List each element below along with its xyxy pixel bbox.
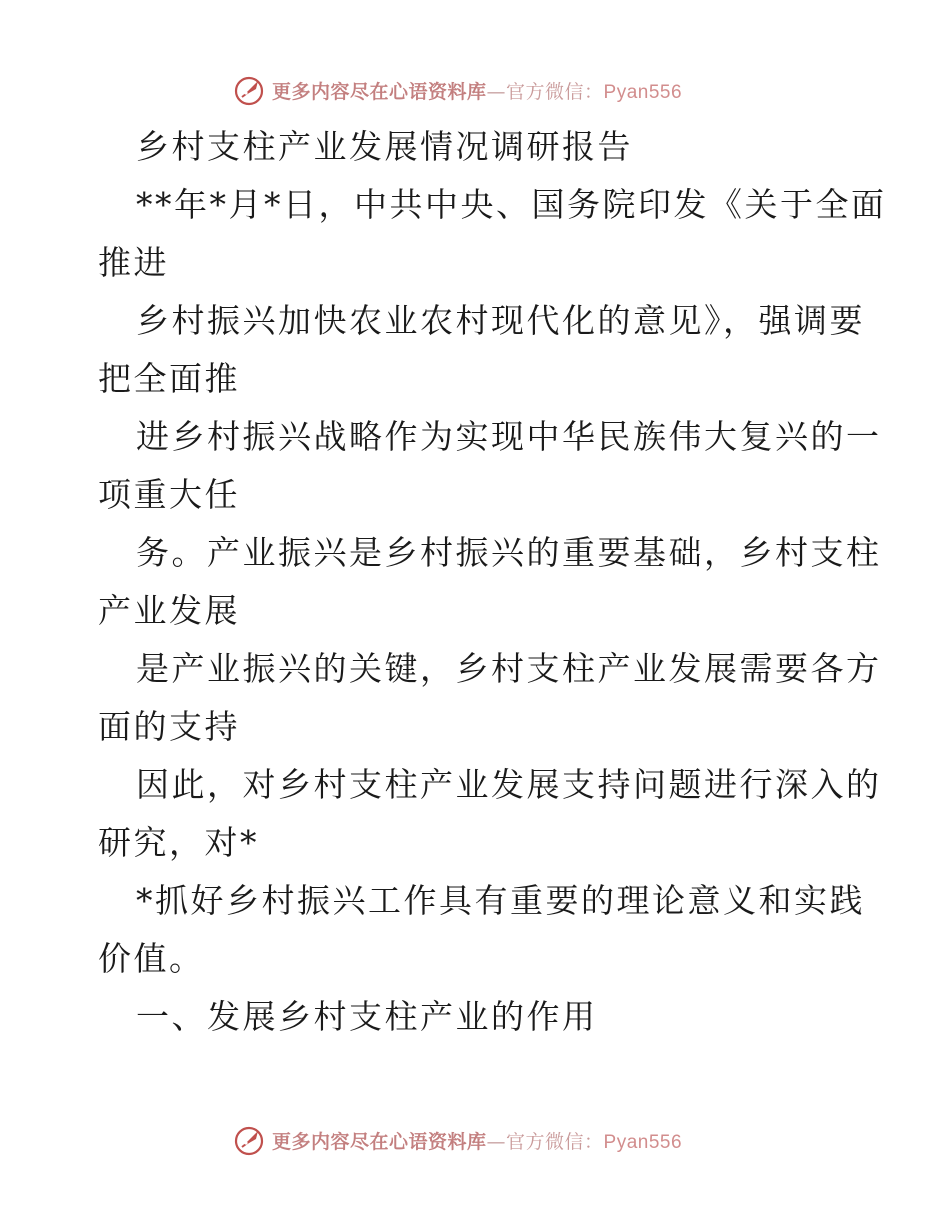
paragraph-line: 面的支持 — [98, 707, 240, 746]
paragraph-line: 把全面推 — [98, 359, 240, 398]
paragraph-line: **年*月*日，中共中央、国务院印发《关于全面 — [136, 185, 887, 224]
watermark-text — [272, 77, 682, 104]
watermark-id: Pyan556 — [603, 81, 683, 103]
watermark-separator: — — [486, 80, 507, 103]
watermark-id: Pyan556 — [603, 1131, 683, 1153]
paragraph-line: 乡村振兴加快农业农村现代化的意见》，强调要 — [136, 301, 865, 340]
watermark-main: 更多内容尽在心语资料库 — [272, 1130, 487, 1153]
paragraph-line: 因此，对乡村支柱产业发展支持问题进行深入的 — [136, 765, 882, 804]
watermark-separator: — — [486, 1130, 507, 1153]
paragraph-line: 务。产业振兴是乡村振兴的重要基础，乡村支柱 — [136, 533, 882, 572]
paragraph-line: 价值。 — [98, 939, 205, 978]
watermark-side: 官方微信： — [506, 80, 604, 103]
document-title: 乡村支柱产业发展情况调研报告 — [136, 127, 633, 166]
watermark-main: 更多内容尽在心语资料库 — [272, 80, 487, 103]
watermark-footer — [232, 1122, 732, 1158]
quill-logo-icon — [232, 1123, 266, 1157]
watermark-text — [272, 1127, 682, 1154]
quill-logo-icon — [232, 73, 266, 107]
watermark-side: 官方微信： — [506, 1130, 604, 1153]
paragraph-line: 推进 — [98, 243, 169, 282]
paragraph-line: 是产业振兴的关键，乡村支柱产业发展需要各方 — [136, 649, 882, 688]
paragraph-line: 产业发展 — [98, 591, 240, 630]
paragraph-line: *抓好乡村振兴工作具有重要的理论意义和实践 — [136, 881, 865, 920]
document-body — [98, 118, 887, 1046]
paragraph-line: 项重大任 — [98, 475, 240, 514]
paragraph-line: 研究，对* — [98, 823, 259, 862]
watermark-header — [232, 72, 732, 108]
paragraph-line: 一、发展乡村支柱产业的作用 — [136, 997, 598, 1036]
paragraph-line: 进乡村振兴战略作为实现中华民族伟大复兴的一 — [136, 417, 882, 456]
